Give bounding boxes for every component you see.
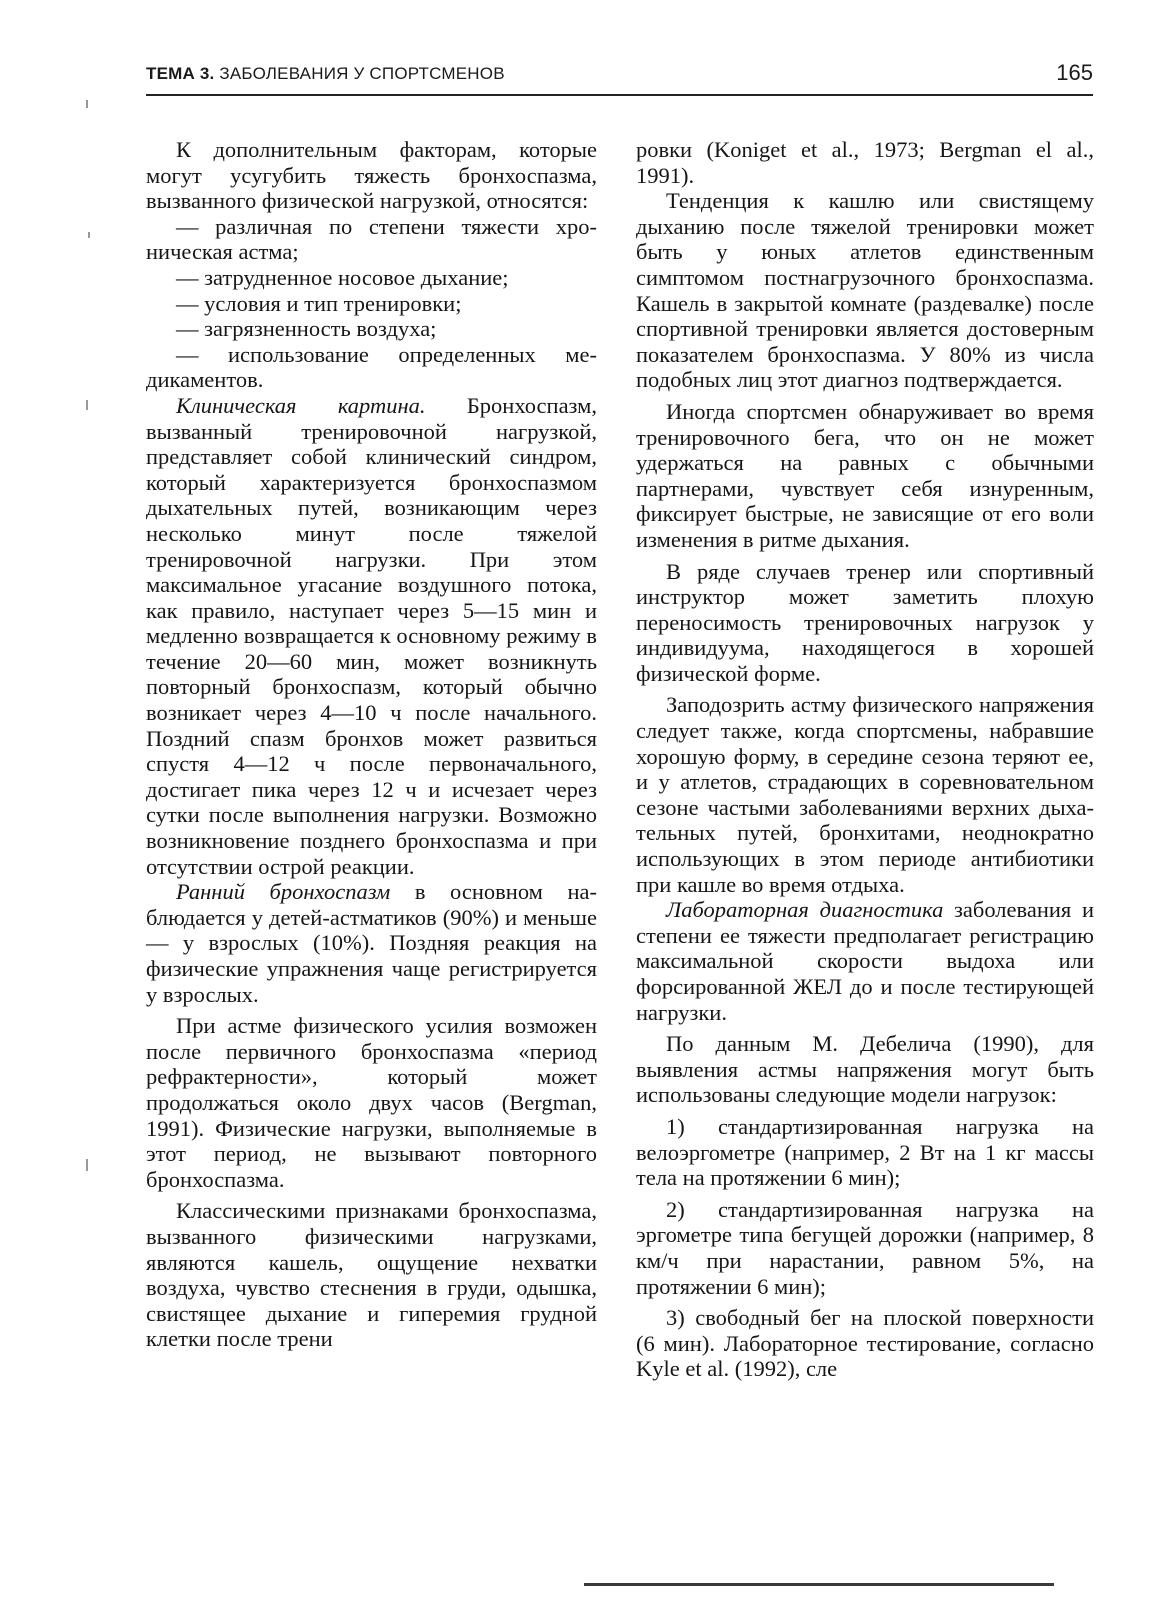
list-item-treadmill: 2) стандартизированная нагрузка на эргометре типа бегущей дорожки (например, 8 км/ч при нарастании, равном 5%, на протяжении 6 мин); xyxy=(636,1196,1094,1299)
paragraph-suspect-asthma: Заподозрить астму физического напряжения следует также, когда спортсмены, набравшие хорошую форму, в середине сезона теряют ее, и у атлетов, страдающих в соревновательном сезоне частыми заболеваниями верхних дыхательных путей, бронхитами, неоднократно использующих в этом периоде антибиотики при кашле во время отдыха. xyxy=(636,692,1094,897)
paragraph-refractory-period: При астме физического усилия возможен после первичного бронхоспазма «период рефрактерности», который может продолжаться около двух часов (Bergman, 1991). Физические нагрузки, выполняемые в этот период, не вызывают повторного бронхоспазма. xyxy=(146,1013,597,1192)
right-column xyxy=(636,137,1094,1382)
lab-diagnostics-heading: Лабораторная диагностика xyxy=(666,897,944,923)
clinical-picture-text: Бронхоспазм, вызванный тренировочной нагрузкой, представляет собой клинический синдром, который характеризуется бронхоспазмом дыхательных путей, возникающим через несколько минут после тяжелой тренировочной нагрузки. При этом максимальное угасание воздушного потока, как правило, наступает через 5—15 мин и медленно возвращается к основному режиму в течение 20—60 мин, может возникнуть повторный бронхоспазм, который обычно возникает через 4—10 ч после начального. Поздний спазм бронхов может развиться спустя 4—12 ч после первоначального, достигает пика через 12 ч и исчезает через сутки после выполнения нагрузки. Возможно возникновение позднего бронхоспазма и при отсутствии острой реакции. xyxy=(146,392,597,879)
chapter-title: ЗАБОЛЕВАНИЯ У СПОРТСМЕНОВ xyxy=(219,64,505,83)
paragraph-running-fatigue: Иногда спортсмен обнаруживает во время тренировочного бега, что он не может удержаться на равных с обычными партнерами, чувствует себя изнуренным, фиксирует быстрые, не зависящие от его воли изменения в ритме дыхания. xyxy=(636,398,1094,552)
paragraph-load-models: По данным М. Дебелича (1990), для выявления астмы напряжения могут быть использованы следующие модели нагрузок: xyxy=(636,1031,1094,1108)
scan-speck xyxy=(86,400,88,410)
early-bronchospasm-heading: Ранний бронхоспазм xyxy=(176,879,391,905)
scan-speck xyxy=(86,100,88,108)
clinical-picture-heading: Клиническая картина. xyxy=(176,392,426,418)
bottom-edge-rule xyxy=(584,1583,1054,1586)
paragraph-cough-tendency: Тенденция к кашлю или свистящему дыханию после тяжелой тренировки может быть у юных атлетов единственным симптомом постнагрузочного бронхоспазма. Кашель в закрытой комнате (раздевалке) после спортивной тренировки является достоверным показателем бронхоспазма. У 80% из числа подобных лиц этот диагноз подтверждается. xyxy=(636,188,1094,393)
topic-number: ТЕМА 3. xyxy=(146,64,215,83)
paragraph-classic-signs: Классическими признаками бронхоспазма, вызванного физическими нагрузками, являются кашель, ощущение нехватки воздуха, чувство стеснения в груди, одышка, свистящее дыхание и гиперемия грудной клетки после трени xyxy=(146,1198,597,1352)
paragraph-factors-intro: К дополнительным факторам, которые могут усугубить тяжесть бронхоспазма, вызванного физической нагрузкой, относятся: xyxy=(146,137,597,214)
list-item-chronic-asthma: — различная по степени тяжести хроническая астма; xyxy=(146,213,597,265)
list-item-free-running: 3) свободный бег на плоской поверхности (6 мин). Лабораторное тестирование, согласно Kyle et al. (1992), сле xyxy=(636,1305,1094,1382)
paragraph-coach-observation: В ряде случаев тренер или спортивный инструктор может заметить плохую переносимость тренировочных нагрузок у индивидуума, находящегося в хорошей физической форме. xyxy=(636,558,1094,686)
page-number: 165 xyxy=(1056,60,1093,85)
list-item-training-conditions: — условия и тип тренировки; xyxy=(176,290,462,316)
list-item-bicycle-ergometer: 1) стандартизированная нагрузка на велоэргометре (например, 2 Вт на 1 кг массы тела на протяжении 6 мин); xyxy=(636,1113,1094,1191)
running-title xyxy=(146,64,505,84)
running-header xyxy=(146,58,1093,96)
scan-speck xyxy=(88,232,90,238)
left-column xyxy=(146,137,597,1352)
paragraph-early-bronchospasm xyxy=(146,879,597,1007)
paragraph-clinical-picture xyxy=(146,393,597,879)
list-item-air-pollution: — загрязненность воздуха; xyxy=(176,316,437,342)
early-bronchospasm-text: в основном наблюдается у детей-астматиков (90%) и меньше — у взрослых (10%). Поздняя реакция на физические упражнения чаще регистрируется у взрослых. xyxy=(146,879,597,1007)
lab-diagnostics-text: заболевания и степени ее тяжести предполагает регистрацию максимальной скорости выдоха или форсированной ЖЕЛ до и после тестирующей нагрузки. xyxy=(636,897,1094,1025)
paragraph-continuation: ровки (Koniget et al., 1973; Bergman el al., 1991). xyxy=(636,137,1094,188)
scan-speck xyxy=(86,1159,88,1171)
list-item-medications: — использование определенных медикаментов. xyxy=(146,341,597,393)
list-item-nasal-breathing: — затрудненное носовое дыхание; xyxy=(176,264,509,290)
paragraph-lab-diagnostics xyxy=(636,897,1094,1025)
